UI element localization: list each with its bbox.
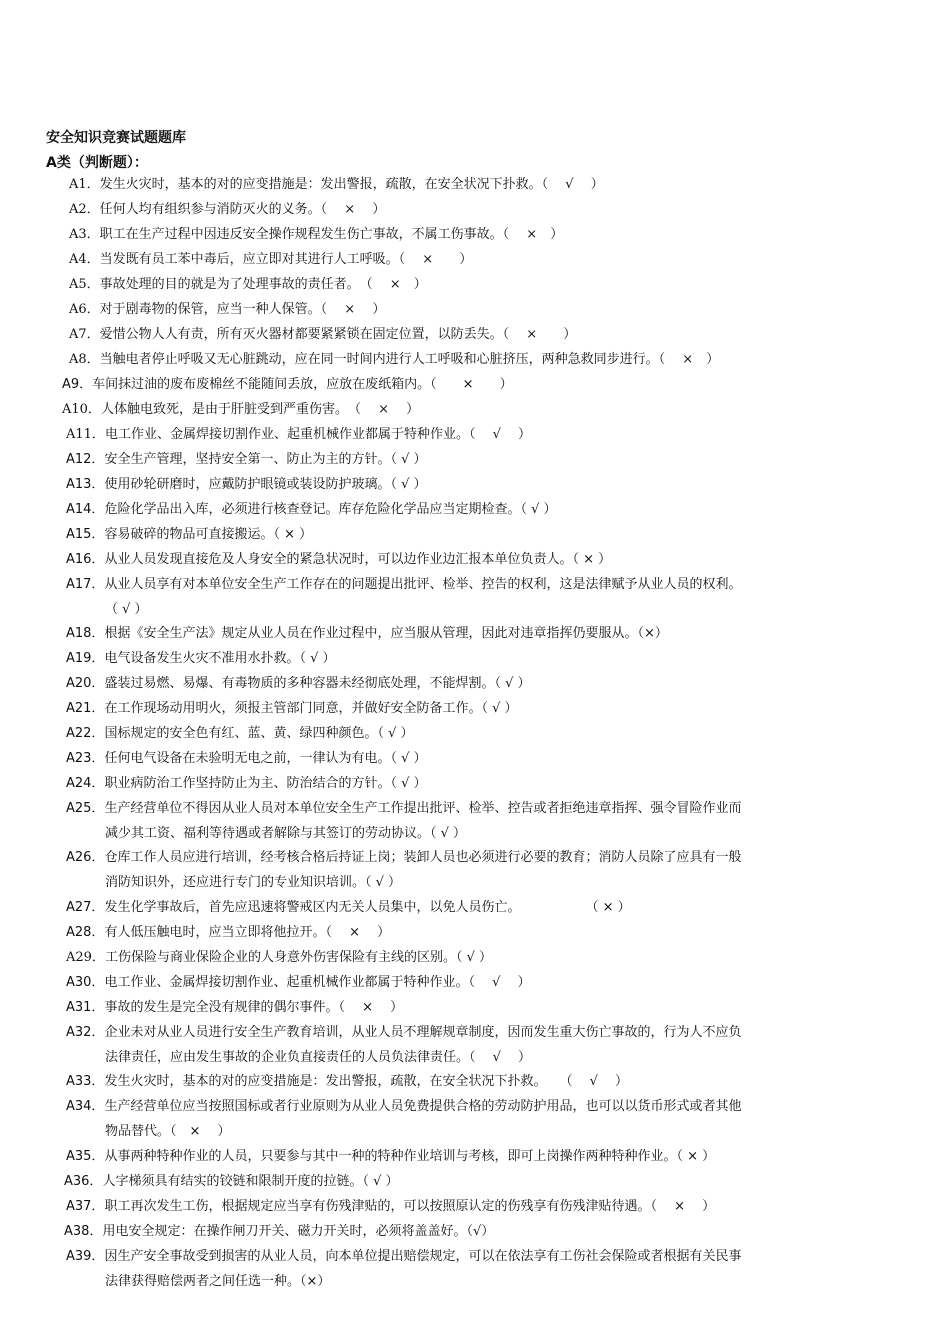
question-text: 用电安全规定：在操作闸刀开关、磁力开关时，必须将盖盖好。（√） bbox=[102, 1224, 495, 1239]
question-item bbox=[66, 1194, 715, 1219]
question-item bbox=[66, 696, 518, 721]
question-text: 生产经营单位不得因从业人员对本单位安全生产工作提出批评、检举、控告或者拒绝违章指挥、强令冒险作业而 bbox=[104, 801, 742, 816]
question-text: 电工作业、金属焊接切割作业、起重机械作业都属于特种作业。（ √ ） bbox=[104, 975, 531, 990]
question-item bbox=[66, 497, 557, 522]
question-number: A2． bbox=[69, 202, 100, 217]
question-text: 从事两种特种作业的人员，只要参与其中一种的特种作业培训与考核，即可上岗操作两种特种作业。（ × ） bbox=[104, 1149, 716, 1164]
question-text: 事故处理的目的就是为了处理事故的责任者。 （ × ） bbox=[99, 277, 427, 292]
question-item bbox=[66, 522, 312, 547]
question-text: 职工在生产过程中因违反安全操作规程发生伤亡事故，不属工伤事故。（ × ） bbox=[99, 227, 564, 242]
question-number: A29． bbox=[66, 950, 105, 965]
document-title: 安全知识竞赛试题题库 bbox=[46, 130, 186, 146]
question-item bbox=[66, 671, 531, 696]
question-text: 任何电气设备在未验明无电之前，一律认为有电。（ √ ） bbox=[104, 751, 427, 766]
question-item bbox=[66, 621, 668, 646]
question-text: 发生火灾时，基本的对的应变措施是：发出警报，疏散，在安全状况下扑救。（ √ ） bbox=[99, 177, 604, 192]
question-text: 事故的发生是完全没有规律的偶尔事件。（ × ） bbox=[104, 1000, 404, 1015]
question-number: A8． bbox=[69, 352, 100, 367]
question-text-continued: （ √ ） bbox=[105, 602, 148, 617]
question-number: A18． bbox=[66, 626, 105, 641]
question-item bbox=[64, 1219, 494, 1244]
question-text-continued: 物品替代。（ × ） bbox=[105, 1124, 231, 1139]
question-text: 根据《安全生产法》规定从业人员在作业过程中，应当服从管理，因此对违章指挥仍要服从。（×） bbox=[104, 626, 668, 641]
question-item bbox=[66, 920, 390, 945]
question-text: 职业病防治工作坚持防止为主、防治结合的方针。（ √ ） bbox=[104, 776, 427, 791]
question-text: 盛装过易燃、易爆、有毒物质的多种容器未经彻底处理，不能焊割。（ √ ） bbox=[104, 676, 531, 691]
question-item bbox=[69, 172, 604, 197]
question-item bbox=[62, 372, 513, 397]
question-item bbox=[66, 945, 492, 970]
question-item bbox=[66, 1069, 628, 1094]
question-number: A39． bbox=[66, 1249, 105, 1264]
question-text: 工伤保险与商业保险企业的人身意外伤害保险有主线的区别。（ √ ） bbox=[104, 950, 492, 965]
question-number: A33． bbox=[66, 1074, 105, 1089]
question-number: A5． bbox=[69, 277, 100, 292]
question-text: 任何人均有组织参与消防灭火的义务。（ × ） bbox=[99, 202, 386, 217]
question-text: 职工再次发生工伤，根据规定应当享有伤残津贴的，可以按照原认定的伤残享有伤残津贴待遇。（ × ） bbox=[104, 1199, 716, 1214]
question-text: 有人低压触电时，应当立即将他拉开。（ × ） bbox=[104, 925, 391, 940]
question-number: A28． bbox=[66, 925, 105, 940]
question-text-continued: 法律责任，应由发生事故的企业负直接责任的人员负法律责任。（ √ ） bbox=[105, 1050, 532, 1065]
question-number: A22． bbox=[66, 726, 105, 741]
question-text: 危险化学品出入库，必须进行核查登记。库存危险化学品应当定期检查。（ √ ） bbox=[104, 502, 557, 517]
question-number: A15． bbox=[66, 527, 105, 542]
question-item bbox=[69, 197, 385, 222]
question-number: A27． bbox=[66, 900, 105, 915]
section-heading: A类（判断题）： bbox=[46, 155, 148, 171]
question-text: 仓库工作人员应进行培训，经考核合格后持证上岗；装卸人员也必须进行必要的教育；消防人员除了应具有一般 bbox=[104, 850, 742, 865]
question-number: A13． bbox=[66, 477, 105, 492]
question-item bbox=[66, 895, 631, 920]
question-item bbox=[66, 447, 427, 472]
question-text: 电气设备发生火灾不准用水扑救。（ √ ） bbox=[104, 651, 336, 666]
question-text-continued: 消防知识外，还应进行专门的专业知识培训。（ √ ） bbox=[105, 875, 402, 890]
question-text: 爱惜公物人人有责，所有灭火器材都要紧紧锁在固定位置，以防丢失。（ × ） bbox=[99, 327, 577, 342]
question-item bbox=[66, 746, 427, 771]
question-item bbox=[69, 347, 719, 372]
question-text: 从业人员享有对本单位安全生产工作存在的问题提出批评、检举、控告的权利，这是法律赋予从业人员的权利。 bbox=[104, 577, 742, 592]
question-text: 企业未对从业人员进行安全生产教育培训，从业人员不理解规章制度，因而发生重大伤亡事故的，行为人不应负 bbox=[104, 1025, 742, 1040]
question-item bbox=[66, 572, 866, 622]
question-number: A20． bbox=[66, 676, 105, 691]
question-text-continued: 减少其工资、福利等待遇或者解除与其签订的劳动协议。（ √ ） bbox=[105, 826, 467, 841]
question-text: 人字梯须具有结实的铰链和限制开度的拉链。（ √ ） bbox=[102, 1174, 399, 1189]
question-item bbox=[66, 646, 336, 671]
question-number: A37． bbox=[66, 1199, 105, 1214]
question-item bbox=[69, 247, 472, 272]
question-text: 发生火灾时，基本的对的应变措施是：发出警报，疏散，在安全状况下扑救。 （ √ ） bbox=[104, 1074, 628, 1089]
question-item bbox=[62, 397, 419, 422]
question-number: A1． bbox=[69, 177, 100, 192]
question-text: 对于剧毒物的保管，应当一种人保管。（ × ） bbox=[99, 302, 386, 317]
question-number: A23． bbox=[66, 751, 105, 766]
question-item bbox=[66, 970, 531, 995]
question-number: A35． bbox=[66, 1149, 105, 1164]
question-item bbox=[66, 547, 611, 572]
question-number: A38． bbox=[64, 1224, 103, 1239]
question-number: A16． bbox=[66, 552, 105, 567]
question-item bbox=[66, 995, 403, 1020]
question-item bbox=[64, 1169, 399, 1194]
question-number: A34． bbox=[66, 1099, 105, 1114]
question-number: A9． bbox=[62, 377, 93, 392]
question-number: A7． bbox=[69, 327, 100, 342]
question-number: A36． bbox=[64, 1174, 103, 1189]
question-number: A21． bbox=[66, 701, 105, 716]
question-item bbox=[66, 1094, 866, 1144]
question-number: A19． bbox=[66, 651, 105, 666]
question-text: 容易破碎的物品可直接搬运。（ × ） bbox=[104, 527, 313, 542]
question-text: 当发既有员工苯中毒后，应立即对其进行人工呼吸。（ × ） bbox=[99, 252, 473, 267]
question-item bbox=[66, 1144, 715, 1169]
question-text: 电工作业、金属焊接切割作业、起重机械作业都属于特种作业。（ √ ） bbox=[104, 427, 531, 442]
question-text-continued: 法律获得赔偿两者之间任选一种。（×） bbox=[105, 1274, 331, 1289]
question-item bbox=[66, 472, 427, 497]
question-number: A25． bbox=[66, 801, 105, 816]
question-item bbox=[66, 1244, 866, 1294]
question-text: 生产经营单位应当按照国标或者行业原则为从业人员免费提供合格的劳动防护用品，也可以以货币形式或者其他 bbox=[104, 1099, 742, 1114]
question-number: A31． bbox=[66, 1000, 105, 1015]
question-item bbox=[66, 422, 531, 447]
question-text: 安全生产管理，坚持安全第一、防止为主的方针。（ √ ） bbox=[104, 452, 427, 467]
question-number: A6． bbox=[69, 302, 100, 317]
question-item bbox=[66, 845, 866, 895]
question-item bbox=[69, 222, 563, 247]
question-number: A3． bbox=[69, 227, 100, 242]
question-text: 因生产安全事故受到损害的从业人员，向本单位提出赔偿规定，可以在依法享有工伤社会保险或者根据有关民事 bbox=[104, 1249, 742, 1264]
question-item bbox=[69, 297, 385, 322]
question-text: 从业人员发现直接危及人身安全的紧急状况时，可以边作业边汇报本单位负责人。（ × ） bbox=[104, 552, 612, 567]
question-item bbox=[69, 272, 427, 297]
question-text: 使用砂轮研磨时，应戴防护眼镜或装设防护玻璃。（ √ ） bbox=[104, 477, 427, 492]
question-text: 当触电者停止呼吸又无心脏跳动，应在同一时间内进行人工呼吸和心脏挤压，两种急救同步进行。（ × ） bbox=[99, 352, 720, 367]
question-item bbox=[69, 322, 576, 347]
question-number: A24． bbox=[66, 776, 105, 791]
question-number: A14． bbox=[66, 502, 105, 517]
question-text: 国标规定的安全色有红、蓝、黄、绿四种颜色。（ √ ） bbox=[104, 726, 414, 741]
question-number: A10． bbox=[62, 402, 101, 417]
question-number: A30． bbox=[66, 975, 105, 990]
question-text: 车间抹过油的废布废棉丝不能随间丢放，应放在废纸箱内。（ × ） bbox=[92, 377, 513, 392]
question-text: 发生化学事故后，首先应迅速将警戒区内无关人员集中，以免人员伤亡。 （ × ） bbox=[104, 900, 631, 915]
question-number: A11． bbox=[66, 427, 105, 442]
question-number: A12． bbox=[66, 452, 105, 467]
question-item bbox=[66, 1020, 866, 1070]
question-number: A26． bbox=[66, 850, 105, 865]
question-number: A17． bbox=[66, 577, 105, 592]
question-text: 在工作现场动用明火，须报主管部门同意，并做好安全防备工作。（ √ ） bbox=[104, 701, 518, 716]
question-number: A32． bbox=[66, 1025, 105, 1040]
question-item bbox=[66, 721, 414, 746]
question-number: A4． bbox=[69, 252, 100, 267]
question-text: 人体触电致死，是由于肝脏受到严重伤害。 （ × ） bbox=[100, 402, 420, 417]
question-item bbox=[66, 771, 427, 796]
question-item bbox=[66, 796, 866, 846]
